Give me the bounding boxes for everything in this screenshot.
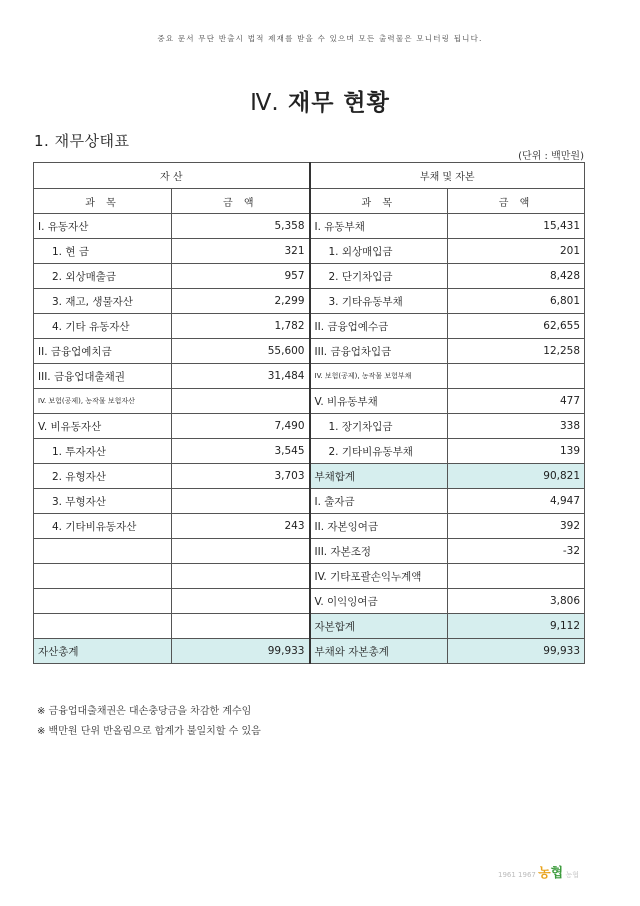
liab-item-cell: 3. 기타유동부채 [310, 289, 448, 314]
liab-amount-cell: 62,655 [448, 314, 585, 339]
table-row [34, 539, 585, 564]
table-row [34, 214, 585, 239]
table-row [34, 314, 585, 339]
liab-item-cell: I. 유동부채 [310, 214, 448, 239]
liab-amount-cell: 9,112 [448, 614, 585, 639]
liab-item-cell: 부채합계 [310, 464, 448, 489]
liab-item-cell: IV. 보험(공제), 농작물 보험부채 [310, 364, 448, 389]
logo-mark: 농협 [538, 866, 564, 881]
liab-amount-cell: 3,806 [448, 589, 585, 614]
liab-item-cell: II. 자본잉여금 [310, 514, 448, 539]
asset-item-cell: 2. 유형자산 [34, 464, 172, 489]
asset-amount-cell: 55,600 [172, 339, 310, 364]
logo-years: 1961 1967 [498, 871, 536, 879]
table-group-header-row [34, 163, 585, 189]
table-row [34, 239, 585, 264]
unit-label: (단위 : 백만원) [518, 151, 584, 162]
footnote-2: ※ 백만원 단위 반올림으로 합계가 불일치할 수 있음 [37, 726, 261, 737]
table-row [34, 289, 585, 314]
liab-item-cell: I. 출자금 [310, 489, 448, 514]
asset-amount-cell: 7,490 [172, 414, 310, 439]
liab-item-cell: II. 금융업예수금 [310, 314, 448, 339]
liab-item-cell: 2. 기타비유동부채 [310, 439, 448, 464]
asset-item-cell: II. 금융업예치금 [34, 339, 172, 364]
asset-amount-cell [172, 564, 310, 589]
asset-amount-cell: 243 [172, 514, 310, 539]
asset-item-cell: 3. 무형자산 [34, 489, 172, 514]
liab-amount-cell: 6,801 [448, 289, 585, 314]
liab-item-cell: V. 비유동부채 [310, 389, 448, 414]
liab-amount-cell: 90,821 [448, 464, 585, 489]
asset-amount-cell: 3,545 [172, 439, 310, 464]
liab-amount-cell [448, 364, 585, 389]
liab-amount-cell: 8,428 [448, 264, 585, 289]
liab-item-cell: III. 금융업차입금 [310, 339, 448, 364]
title-roman-numeral: Ⅳ. [250, 90, 279, 116]
confidential-notice: 중요 문서 무단 반출시 법적 제재를 받을 수 있으며 모든 출력물은 모니터링 됩니다. [157, 34, 483, 43]
liab-amount-cell: 139 [448, 439, 585, 464]
asset-item-cell: 1. 투자자산 [34, 439, 172, 464]
table-row [34, 339, 585, 364]
table-row [34, 439, 585, 464]
liab-amount-cell: 392 [448, 514, 585, 539]
liab-amount-cell [448, 564, 585, 589]
table-row [34, 564, 585, 589]
footnotes [37, 702, 261, 742]
liab-item-cell: 2. 단기차입금 [310, 264, 448, 289]
balance-sheet-table [33, 162, 585, 664]
liab-amount-cell: 201 [448, 239, 585, 264]
liab-amount-cell: 15,431 [448, 214, 585, 239]
liab-item-cell: IV. 기타포괄손익누계액 [310, 564, 448, 589]
asset-item-cell: 2. 외상매출금 [34, 264, 172, 289]
asset-item-cell: 자산총계 [34, 639, 172, 664]
asset-amount-cell: 1,782 [172, 314, 310, 339]
table-row [34, 464, 585, 489]
asset-item-cell: I. 유동자산 [34, 214, 172, 239]
footnote-1: ※ 금융업대출채권은 대손충당금을 차감한 계수임 [37, 706, 252, 717]
liab-amount-cell: 99,933 [448, 639, 585, 664]
asset-item-cell [34, 564, 172, 589]
asset-amount-cell [172, 389, 310, 414]
table-row [34, 614, 585, 639]
asset-item-cell [34, 614, 172, 639]
asset-amount-cell [172, 614, 310, 639]
liab-item-header: 과 목 [310, 189, 448, 214]
asset-amount-cell: 5,358 [172, 214, 310, 239]
table-row [34, 489, 585, 514]
asset-item-cell: 3. 재고, 생물자산 [34, 289, 172, 314]
asset-item-cell: 4. 기타 유동자산 [34, 314, 172, 339]
table-row [34, 514, 585, 539]
asset-item-cell: V. 비유동자산 [34, 414, 172, 439]
liab-amount-header: 금 액 [448, 189, 585, 214]
table-row [34, 414, 585, 439]
title-text: 재무 현황 [287, 90, 390, 116]
table-row [34, 264, 585, 289]
liab-item-cell: 부채와 자본총계 [310, 639, 448, 664]
asset-item-cell: 4. 기타비유동자산 [34, 514, 172, 539]
liab-item-cell: 자본합계 [310, 614, 448, 639]
table-column-header-row [34, 189, 585, 214]
asset-amount-cell: 957 [172, 264, 310, 289]
asset-amount-cell: 2,299 [172, 289, 310, 314]
table-row [34, 639, 585, 664]
asset-amount-cell [172, 539, 310, 564]
asset-amount-cell: 321 [172, 239, 310, 264]
liab-amount-cell: 338 [448, 414, 585, 439]
table-row [34, 389, 585, 414]
liab-item-cell: V. 이익잉여금 [310, 589, 448, 614]
asset-amount-cell: 99,933 [172, 639, 310, 664]
asset-item-cell [34, 589, 172, 614]
section-heading: 1. 재무상태표 [34, 132, 130, 150]
liab-item-cell: 1. 장기차입금 [310, 414, 448, 439]
asset-item-cell: IV. 보험(공제), 농작물 보험자산 [34, 389, 172, 414]
logo-brand: 농협 [565, 871, 579, 879]
asset-amount-cell: 3,703 [172, 464, 310, 489]
page-title [0, 84, 640, 117]
liab-amount-cell: 477 [448, 389, 585, 414]
asset-item-cell: III. 금융업대출채권 [34, 364, 172, 389]
asset-item-cell [34, 539, 172, 564]
assets-item-header: 과 목 [34, 189, 172, 214]
nh-logo [498, 862, 579, 881]
liab-amount-cell: 4,947 [448, 489, 585, 514]
liab-item-cell: III. 자본조정 [310, 539, 448, 564]
table-row [34, 364, 585, 389]
liab-amount-cell: 12,258 [448, 339, 585, 364]
asset-amount-cell [172, 589, 310, 614]
liab-item-cell: 1. 외상매입금 [310, 239, 448, 264]
assets-amount-header: 금 액 [172, 189, 310, 214]
asset-amount-cell: 31,484 [172, 364, 310, 389]
assets-header: 자 산 [34, 163, 310, 189]
asset-amount-cell [172, 489, 310, 514]
liab-amount-cell: -32 [448, 539, 585, 564]
asset-item-cell: 1. 현 금 [34, 239, 172, 264]
liabilities-equity-header: 부채 및 자본 [310, 163, 585, 189]
table-row [34, 589, 585, 614]
